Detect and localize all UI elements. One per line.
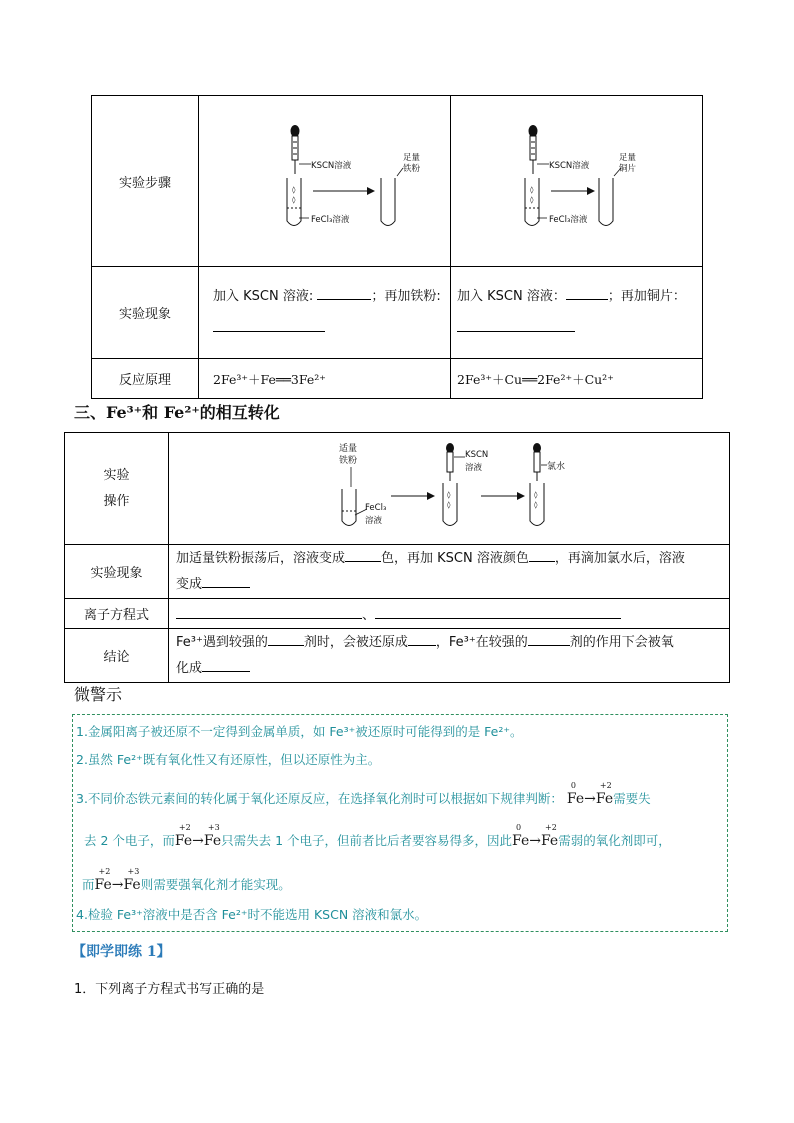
tip-2: 2.虽然 Fe²⁺既有氧化性又有还原性，但以还原性为主。	[76, 752, 381, 767]
kscn-label-1: KSCN	[465, 450, 489, 460]
tip-3-line-3	[82, 867, 291, 893]
equation-iron: 2Fe³⁺＋Fe══3Fe²⁺	[199, 359, 451, 399]
row-label-principle: 反应原理	[92, 359, 199, 399]
tip-3-line-1	[76, 781, 651, 807]
solution-label: FeCl₃溶液	[549, 215, 588, 225]
phenomenon-text: ；再加铁粉:	[371, 288, 441, 304]
tip-text: 需要失	[613, 791, 651, 806]
ionic-cell	[169, 599, 730, 629]
equation-copper: 2Fe³⁺＋Cu══2Fe²⁺＋Cu²⁺	[451, 359, 703, 399]
svg-text:◊: ◊	[534, 501, 538, 509]
row-label-conclusion: 结论	[65, 629, 169, 683]
tip-text: 则需要强氧化剂才能实现。	[140, 877, 291, 892]
row-label-steps: 实验步骤	[92, 96, 199, 267]
phenomenon-cell	[169, 545, 730, 599]
row-label-ionic: 离子方程式	[65, 599, 169, 629]
warning-box	[72, 714, 728, 932]
phenomenon-text: ，再滴加氯水后，溶液	[554, 550, 685, 566]
arrow-icon: →	[529, 833, 541, 849]
added-label-1: 足量	[619, 153, 637, 163]
tip-text: 而	[82, 877, 95, 892]
practice-heading: 【即学即练 1】	[72, 944, 171, 960]
added-label-1: 适量	[339, 444, 358, 454]
dropper-label: KSCN溶液	[549, 161, 590, 171]
answer-blank[interactable]	[176, 606, 362, 619]
phenomenon-text: 加适量铁粉振荡后，溶液变成	[176, 550, 346, 566]
svg-text:◊: ◊	[447, 491, 451, 499]
answer-blank[interactable]	[202, 659, 250, 672]
answer-blank[interactable]	[345, 549, 381, 562]
conclusion-text: Fe³⁺遇到较强的	[176, 634, 268, 650]
fe-plus2: +2 Fe	[94, 867, 112, 893]
svg-text:◊: ◊	[534, 491, 538, 499]
svg-text:◊: ◊	[447, 501, 451, 509]
row-label-operation	[65, 433, 169, 545]
tip-4: 4.检验 Fe³⁺溶液中是否含 Fe²⁺时不能选用 KSCN 溶液和氯水。	[76, 907, 428, 922]
step-diagram-iron	[199, 96, 451, 267]
question-1: 1．下列离子方程式书写正确的是	[74, 982, 265, 997]
arrow-icon: →	[111, 877, 124, 893]
tip-text: 3.不同价态铁元素间的转化属于氧化还原反应，在选择氧化剂时可以根据如下规律判断：	[76, 791, 563, 806]
added-label-2: 铜片	[619, 164, 637, 174]
svg-text:◊: ◊	[530, 196, 534, 204]
svg-text:◊: ◊	[530, 186, 534, 194]
conclusion-text: 剂时，会被还原成	[303, 634, 408, 650]
answer-blank[interactable]	[566, 287, 608, 300]
fe-0: 0 Fe	[566, 781, 585, 807]
answer-blank[interactable]	[408, 633, 436, 646]
tip-text: 只需失去 1 个电子，但前者比后者要容易得多，因此	[221, 833, 513, 848]
fe-plus2: +2 Fe	[174, 823, 193, 849]
phenomenon-text: 变成	[176, 576, 203, 592]
phenomenon-text: ；再加铜片：	[607, 288, 686, 304]
fe-conversion-apparatus-diagram	[169, 433, 729, 540]
conclusion-text: 化成	[176, 660, 203, 676]
fe-plus2: +2 Fe	[540, 823, 559, 849]
step-diagram-copper	[451, 96, 703, 267]
operation-diagram	[169, 433, 730, 545]
added-label-2: 铁粉	[403, 164, 421, 174]
phenomenon-iron	[199, 267, 451, 359]
answer-blank[interactable]	[529, 549, 555, 562]
tip-3-line-2	[84, 823, 671, 849]
tip-text: 需弱的氧化剂即可，	[558, 833, 671, 848]
answer-blank[interactable]	[268, 633, 304, 646]
phenomenon-text: 加入 KSCN 溶液:	[213, 288, 318, 304]
phenomenon-text: 加入 KSCN 溶液：	[457, 288, 566, 304]
fe-plus3: +3 Fe	[123, 867, 141, 893]
added-label-1: 足量	[403, 153, 421, 163]
svg-text:◊: ◊	[292, 196, 296, 204]
answer-blank[interactable]	[202, 575, 250, 588]
arrow-icon: →	[584, 791, 596, 807]
fe-0: 0 Fe	[512, 823, 530, 849]
arrow-icon: →	[192, 833, 204, 849]
fe-plus3: +3 Fe	[203, 823, 222, 849]
answer-blank[interactable]	[375, 606, 621, 619]
separator: 、	[362, 608, 376, 623]
kscn-label-2: 溶液	[465, 463, 483, 473]
fe-plus2: +2 Fe	[595, 781, 614, 807]
warning-title: 微警示	[74, 685, 123, 704]
kscn-copper-apparatus-diagram	[451, 96, 702, 262]
solution-label-2: 溶液	[365, 516, 383, 526]
svg-text:◊: ◊	[292, 186, 296, 194]
operation-label-2: 操作	[103, 493, 130, 509]
tip-1: 1.金属阳离子被还原不一定得到金属单质，如 Fe³⁺被还原时可能得到的是 Fe²⁺。	[76, 724, 523, 739]
kscn-iron-apparatus-diagram	[199, 96, 450, 262]
answer-blank[interactable]	[457, 319, 575, 332]
tip-text: 去 2 个电子，而	[84, 833, 175, 848]
added-label-2: 铁粉	[339, 456, 358, 466]
operation-label-1: 实验	[103, 467, 130, 483]
conversion-table	[64, 432, 730, 683]
conclusion-text: 剂的作用下会被氧	[569, 634, 674, 650]
phenomenon-text: 色，再加 KSCN 溶液颜色	[381, 550, 529, 566]
chlorine-label: 氯水	[547, 462, 566, 472]
conclusion-cell	[169, 629, 730, 683]
answer-blank[interactable]	[213, 319, 325, 332]
phenomenon-copper	[451, 267, 703, 359]
solution-label-1: FeCl₃	[365, 503, 387, 513]
section-title: 三、Fe³⁺和 Fe²⁺的相互转化	[74, 403, 280, 422]
row-label-phenomenon: 实验现象	[65, 545, 169, 599]
answer-blank[interactable]	[528, 633, 570, 646]
conclusion-text: ，Fe³⁺在较强的	[435, 634, 528, 650]
row-label-phenomenon: 实验现象	[92, 267, 199, 359]
dropper-label: KSCN溶液	[311, 161, 352, 171]
experiment-table	[91, 95, 703, 399]
answer-blank[interactable]	[317, 287, 371, 300]
solution-label: FeCl₃溶液	[311, 215, 350, 225]
